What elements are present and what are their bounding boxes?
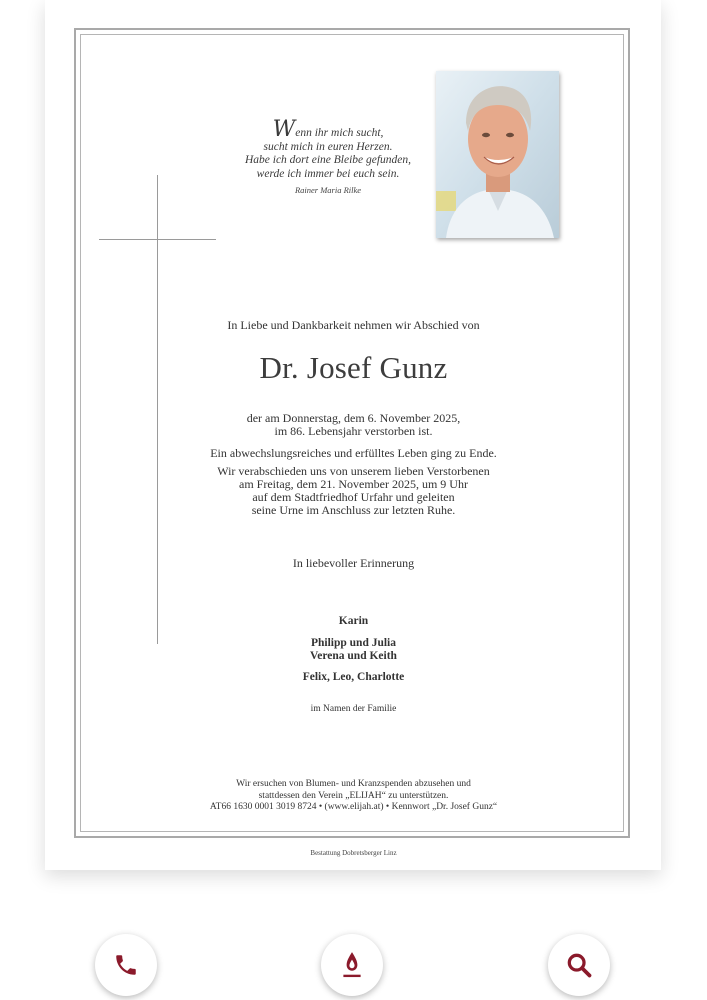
candle-icon — [339, 951, 365, 979]
portrait-illustration — [436, 71, 559, 238]
quote-line-4: werde ich immer bei euch sein. — [256, 167, 400, 180]
family-member-karin: Karin — [338, 615, 369, 627]
light-candle-button[interactable] — [321, 934, 383, 996]
cross-horizontal-bar — [99, 239, 216, 240]
donation-note — [0, 779, 707, 814]
death-notice — [0, 412, 707, 438]
ceremony-details — [0, 465, 707, 517]
call-button[interactable] — [95, 934, 157, 996]
portrait-photo — [436, 71, 559, 238]
funeral-home-credit: Bestattung Dobretsberger Linz — [310, 849, 397, 857]
deceased-name: Dr. Josef Gunz — [259, 350, 448, 385]
ceremony-line-3: auf dem Stadtfriedhof Urfahr und geleiten — [252, 490, 455, 504]
quote-line-1-rest: enn ihr mich sucht, — [295, 127, 384, 139]
quote-author: Rainer Maria Rilke — [294, 185, 362, 195]
closing-phrase: In liebevoller Erinnerung — [292, 556, 415, 570]
donation-line-2: stattdessen den Verein „ELIJAH“ zu unterstützen. — [258, 790, 449, 801]
life-statement: Ein abwechslungsreiches und erfülltes Leben ging zu Ende. — [210, 446, 497, 460]
death-line-1: der am Donnerstag, dem 6. November 2025, — [246, 411, 461, 425]
farewell-intro: In Liebe und Dankbarkeit nehmen wir Abschied von — [227, 318, 480, 332]
family-grandchildren: Felix, Leo, Charlotte — [302, 671, 405, 683]
donation-line-1: Wir ersuchen von Blumen- und Kranzspenden abzusehen und — [236, 779, 471, 789]
family-children — [0, 637, 707, 663]
ceremony-line-4: seine Urne im Anschluss zur letzten Ruhe. — [251, 503, 456, 517]
quote-line-1 — [218, 117, 438, 142]
cross-vertical-bar — [157, 175, 158, 644]
phone-icon — [113, 952, 139, 978]
ceremony-line-2: am Freitag, dem 21. November 2025, um 9 Uhr — [239, 477, 468, 491]
ceremony-line-1: Wir verabschieden uns von unserem lieben Verstorbenen — [217, 464, 490, 478]
family-line-verena: Verena und Keith — [310, 650, 397, 662]
quote-initial: W — [272, 117, 296, 142]
death-line-2: im 86. Lebensjahr verstorben ist. — [274, 424, 433, 438]
donation-line-3: AT66 1630 0001 3019 8724 • (www.elijah.at) • Kennwort „Dr. Josef Gunz“ — [209, 802, 498, 812]
search-icon — [565, 951, 593, 979]
on-behalf-of-family: im Namen der Familie — [310, 704, 397, 714]
quote-line-2: sucht mich in euren Herzen. — [263, 140, 393, 153]
family-line-philipp: Philipp und Julia — [310, 637, 397, 649]
quote-line-3: Habe ich dort eine Bleibe gefunden, — [244, 154, 412, 166]
search-button[interactable] — [548, 934, 610, 996]
rilke-quote — [218, 117, 438, 198]
